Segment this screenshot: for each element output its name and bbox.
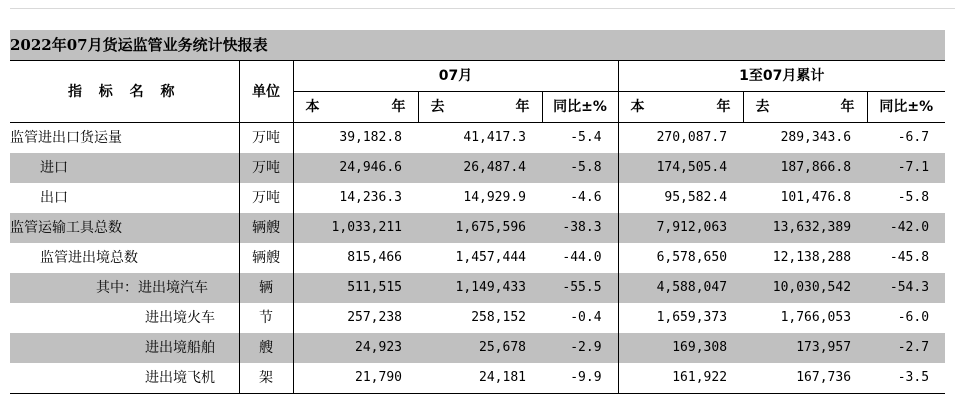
cum-last-year-header: 去 年	[743, 92, 867, 123]
month-yoy-value: -5.8	[542, 153, 618, 183]
month-yoy-value: -9.9	[542, 363, 618, 394]
cum-this-year-value: 169,308	[618, 333, 743, 363]
row-name: 其中：进出境汽车	[10, 273, 239, 303]
cum-this-year-value: 174,505.4	[618, 153, 743, 183]
row-name: 监管运输工具总数	[10, 213, 239, 243]
cum-this-year-value: 270,087.7	[618, 123, 743, 154]
month-last-year-value: 1,457,444	[455, 250, 526, 265]
cum-last-year-value: 173,957	[743, 333, 867, 363]
cum-yoy-value: -45.8	[889, 250, 930, 265]
cum-this-year-value: 1,659,373	[618, 303, 743, 333]
top-divider	[10, 8, 955, 9]
month-yoy-value: -55.5	[542, 273, 618, 303]
cum-this-year-value: 161,922	[618, 363, 743, 394]
cum-this-year-value: 7,912,063	[618, 213, 743, 243]
report-title: 2022年07月货运监管业务统计快报表	[10, 30, 945, 60]
month-yoy-value: -0.4	[570, 310, 602, 325]
row-unit: 万吨	[239, 123, 293, 154]
table-row	[10, 213, 945, 243]
cum-last-year-value: 1,766,053	[780, 310, 852, 325]
row-name: 进出境火车	[145, 310, 215, 326]
month-yoy-value: -2.9	[542, 333, 618, 363]
cum-last-year-value: 13,632,389	[743, 213, 867, 243]
table-row	[10, 273, 945, 303]
row-unit: 架	[239, 363, 293, 394]
month-this-year-value: 24,946.6	[293, 153, 418, 183]
cum-this-year-value: 6,578,650	[618, 243, 743, 273]
month-this-year-value: 511,515	[293, 273, 418, 303]
month-this-year-value: 39,182.8	[293, 123, 418, 154]
table-row	[10, 333, 945, 363]
cum-last-year-value: 167,736	[743, 363, 867, 394]
month-this-year-value: 1,033,211	[293, 213, 418, 243]
cum-last-year-value: 101,476.8	[780, 190, 852, 205]
unit-header: 单位	[239, 61, 293, 123]
row-name: 监管进出口货运量	[10, 130, 122, 146]
row-unit: 万吨	[239, 183, 293, 213]
cum-last-year-value: 10,030,542	[743, 273, 867, 303]
cum-last-year-value: 187,866.8	[743, 153, 867, 183]
table-row	[10, 363, 945, 394]
month-this-year-value: 21,790	[293, 363, 418, 394]
cum-yoy-value: -54.3	[867, 273, 945, 303]
month-last-year-value: 1,675,596	[418, 213, 542, 243]
row-unit: 辆艘	[239, 213, 293, 243]
cum-this-year-header: 本 年	[618, 92, 743, 123]
month-last-year-value: 24,181	[418, 363, 542, 394]
row-unit: 艘	[239, 333, 293, 363]
cum-yoy-value: -3.5	[867, 363, 945, 394]
row-unit: 辆艘	[239, 243, 293, 273]
month-last-year-value: 26,487.4	[418, 153, 542, 183]
row-name: 监管进出境总数	[40, 250, 138, 266]
month-yoy-value: -38.3	[542, 213, 618, 243]
indicator-header: 指 标 名 称	[10, 61, 239, 123]
cum-yoy-value: -2.7	[867, 333, 945, 363]
cum-yoy-value: -7.1	[867, 153, 945, 183]
cum-yoy-value: -6.0	[897, 310, 930, 325]
table-row	[10, 123, 945, 154]
table-row	[10, 303, 945, 333]
cumulative-group-header: 1至07月累计	[618, 61, 945, 92]
month-yoy-header: 同比±%	[542, 92, 618, 123]
stats-table	[10, 60, 945, 394]
cum-last-year-value: 289,343.6	[780, 130, 852, 145]
month-this-year-value: 24,923	[293, 333, 418, 363]
month-this-year-value: 14,236.3	[293, 183, 418, 213]
table-row	[10, 183, 945, 213]
month-last-year-value: 25,678	[418, 333, 542, 363]
month-last-year-value: 1,149,433	[418, 273, 542, 303]
month-yoy-value: -5.4	[570, 130, 602, 145]
cum-yoy-value: -5.8	[897, 190, 930, 205]
row-name: 出口	[40, 190, 68, 206]
month-yoy-value: -44.0	[562, 250, 602, 265]
cum-this-year-value: 4,588,047	[618, 273, 743, 303]
row-unit: 辆	[239, 273, 293, 303]
month-yoy-value: -4.6	[570, 190, 602, 205]
month-last-year-header: 去 年	[418, 92, 542, 123]
row-name: 进出境船舶	[10, 333, 239, 363]
month-this-year-value: 257,238	[293, 303, 418, 333]
month-this-year-header: 本 年	[293, 92, 418, 123]
table-row	[10, 153, 945, 183]
row-name: 进出境飞机	[10, 363, 239, 394]
cum-yoy-header: 同比±%	[867, 92, 945, 123]
month-last-year-value: 41,417.3	[463, 130, 526, 145]
cum-yoy-value: -6.7	[897, 130, 930, 145]
row-unit: 节	[239, 303, 293, 333]
cum-last-year-value: 12,138,288	[772, 250, 852, 265]
cum-this-year-value: 95,582.4	[618, 183, 743, 213]
month-last-year-value: 14,929.9	[463, 190, 526, 205]
month-last-year-value: 258,152	[471, 310, 526, 325]
month-this-year-value: 815,466	[293, 243, 418, 273]
row-unit: 万吨	[239, 153, 293, 183]
table-row	[10, 243, 945, 273]
cum-yoy-value: -42.0	[867, 213, 945, 243]
month-group-header: 07月	[293, 61, 618, 92]
row-name: 进口	[10, 153, 239, 183]
table-body	[10, 123, 945, 394]
